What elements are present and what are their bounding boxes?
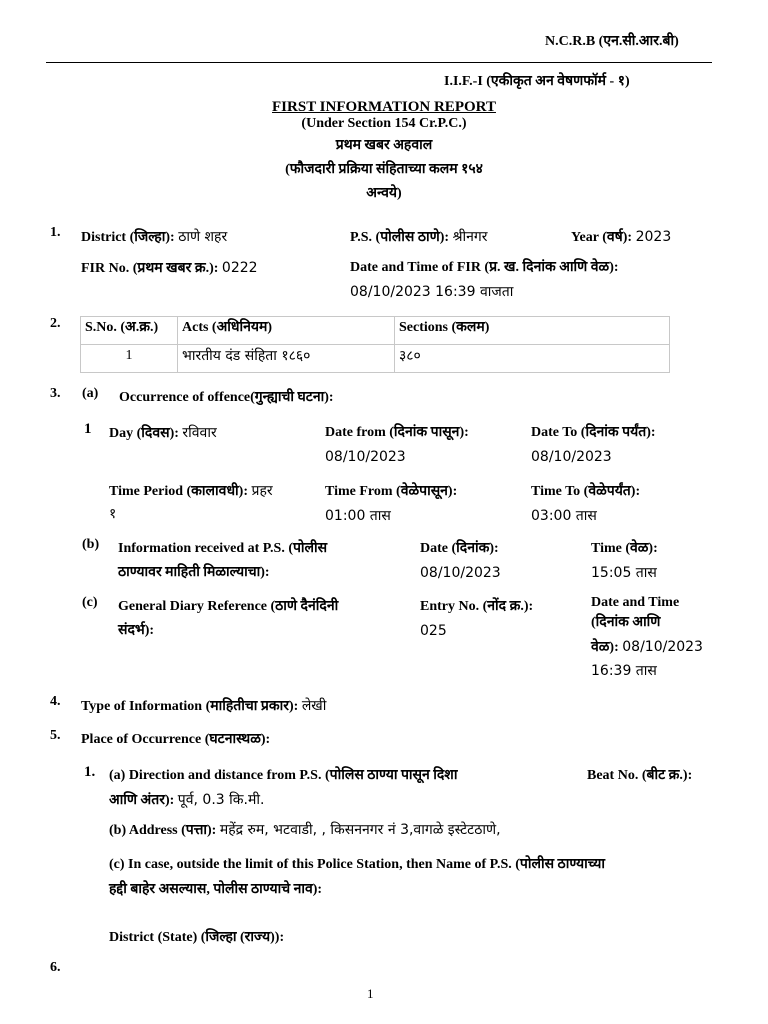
day-field <box>109 425 217 443</box>
outside-limit-label-2: हद्दी बाहेर असल्यास, पोलीस ठाण्याचे नाव): <box>109 882 323 897</box>
direction-value: पूर्व, 0.3 कि.मी. <box>177 792 265 808</box>
table-header-acts: Acts (अधिनियम) <box>178 317 395 345</box>
district-field <box>81 229 227 247</box>
info-date-label: Date (दिनांक): <box>420 541 499 556</box>
fir-number-label: FIR No. (प्रथम खबर क्र.): <box>81 261 219 276</box>
gd-reference-label-1: General Diary Reference (ठाणे दैनंदिनी <box>118 599 339 614</box>
table-header-sections: Sections (कलम) <box>395 317 670 345</box>
report-title: FIRST INFORMATION REPORT <box>272 99 496 115</box>
info-type-label: Type of Information (माहितीचा प्रकार): <box>81 699 299 714</box>
table-cell-section: ३८० <box>395 345 670 373</box>
table-header-sno: S.No. (अ.क्र.) <box>81 317 178 345</box>
section-3a-marker: (a) <box>82 386 99 401</box>
report-subtitle-marathi-2: अन्वये) <box>366 186 402 201</box>
year-value: 2023 <box>635 229 672 245</box>
fir-number-value: 0222 <box>221 260 258 276</box>
acts-table <box>80 316 670 373</box>
date-from-label: Date from (दिनांक पासून): <box>325 425 469 440</box>
date-to-value: 08/10/2023 <box>531 449 612 465</box>
page-number: 1 <box>367 986 374 1001</box>
district-state-label: District (State) (जिल्हा (राज्य)): <box>109 930 285 945</box>
occurrence-sub-number: 1 <box>84 421 92 437</box>
ps-value: श्रीनगर <box>452 229 488 245</box>
section-5-number: 5. <box>50 728 61 743</box>
acts-table-header-row <box>81 317 670 345</box>
entry-number-label: Entry No. (नोंद क्र.): <box>420 599 534 614</box>
direction-label-1: (a) Direction and distance from P.S. (पोलिस ठाण्या पासून दिशा <box>109 768 458 783</box>
info-date-value: 08/10/2023 <box>420 565 501 581</box>
info-time-value: 15:05 तास <box>591 565 657 581</box>
section-3-number: 3. <box>50 386 61 401</box>
time-from-label: Time From (वेळेपासून): <box>325 484 458 499</box>
report-subtitle-marathi-1: (फौजदारी प्रक्रिया संहिताच्या कलम १५४ <box>285 162 483 177</box>
gd-datetime-label-2: (दिनांक आणि <box>591 615 661 630</box>
gd-datetime-label-1: Date and Time <box>591 595 680 610</box>
gd-datetime-label-3: वेळ): <box>591 640 619 655</box>
fir-datetime-value: 08/10/2023 16:39 वाजता <box>350 284 514 300</box>
info-received-label-2: ठाण्यावर माहिती मिळाल्याचा): <box>118 565 270 580</box>
day-value: रविवार <box>182 425 217 441</box>
ncrb-header: N.C.R.B (एन.सी.आर.बी) <box>545 34 679 49</box>
address-value: महेंद्र रुम, भटवाडी, , किसननगर नं 3,वागळे इस्टेटठाणे, <box>219 822 501 838</box>
gd-datetime-value-1: 08/10/2023 <box>622 639 703 655</box>
section-2-number: 2. <box>50 316 61 331</box>
outside-limit-label-1: (c) In case, outside the limit of this Police Station, then Name of P.S. (पोलीस ठाण्याच्या <box>109 857 606 872</box>
district-label: District (जिल्हा): <box>81 230 175 245</box>
section-3c-marker: (c) <box>82 595 98 610</box>
iif-label: I.I.F.-I (एकीकृत अन वेषणफॉर्म - १) <box>444 74 630 89</box>
info-type-value: लेखी <box>301 698 327 714</box>
time-period-field <box>109 483 273 501</box>
direction-field <box>109 792 264 810</box>
beat-number-label: Beat No. (बीट क्र.): <box>587 768 693 783</box>
year-label: Year (वर्ष): <box>571 230 633 245</box>
fir-number-field <box>81 260 258 278</box>
direction-label-2: आणि अंतर): <box>109 793 175 808</box>
date-to-label: Date To (दिनांक पर्यंत): <box>531 425 656 440</box>
gd-datetime-field <box>591 639 703 657</box>
table-cell-sno: 1 <box>81 345 178 373</box>
gd-datetime-value-2: 16:39 तास <box>591 663 657 679</box>
place-of-occurrence-label: Place of Occurrence (घटनास्थळ): <box>81 732 271 747</box>
time-to-label: Time To (वेळेपर्यंत): <box>531 484 641 499</box>
place-sub-number: 1. <box>84 764 96 780</box>
date-from-value: 08/10/2023 <box>325 449 406 465</box>
day-label: Day (दिवस): <box>109 426 179 441</box>
fir-datetime-label: Date and Time of FIR (प्र. ख. दिनांक आणि वेळ): <box>350 260 619 275</box>
info-time-label: Time (वेळ): <box>591 541 658 556</box>
address-label: (b) Address (पत्ता): <box>109 823 217 838</box>
ps-field <box>350 229 488 247</box>
section-3b-marker: (b) <box>82 537 100 552</box>
info-received-label-1: Information received at P.S. (पोलीस <box>118 541 328 556</box>
header-rule <box>46 62 712 63</box>
entry-number-value: 025 <box>420 623 447 639</box>
time-period-value-2: १ <box>109 506 117 522</box>
year-field <box>571 229 671 247</box>
time-period-value: प्रहर <box>251 483 273 499</box>
district-value: ठाणे शहर <box>178 229 228 245</box>
report-title-marathi: प्रथम खबर अहवाल <box>335 138 433 153</box>
occurrence-label: Occurrence of offence(गुन्ह्याची घटना): <box>119 390 334 405</box>
info-type-field <box>81 698 326 716</box>
time-period-label: Time Period (कालावधी): <box>109 484 249 499</box>
report-subtitle: (Under Section 154 Cr.P.C.) <box>301 116 467 131</box>
time-to-value: 03:00 तास <box>531 508 597 524</box>
section-1-number: 1. <box>50 225 61 240</box>
table-row <box>81 345 670 373</box>
address-field <box>109 822 501 840</box>
section-4-number: 4. <box>50 694 61 709</box>
gd-reference-label-2: संदर्भ): <box>118 623 155 638</box>
section-6-number: 6. <box>50 960 61 975</box>
ps-label: P.S. (पोलीस ठाणे): <box>350 230 450 245</box>
table-cell-act: भारतीय दंड संहिता १८६० <box>178 345 395 373</box>
time-from-value: 01:00 तास <box>325 508 391 524</box>
